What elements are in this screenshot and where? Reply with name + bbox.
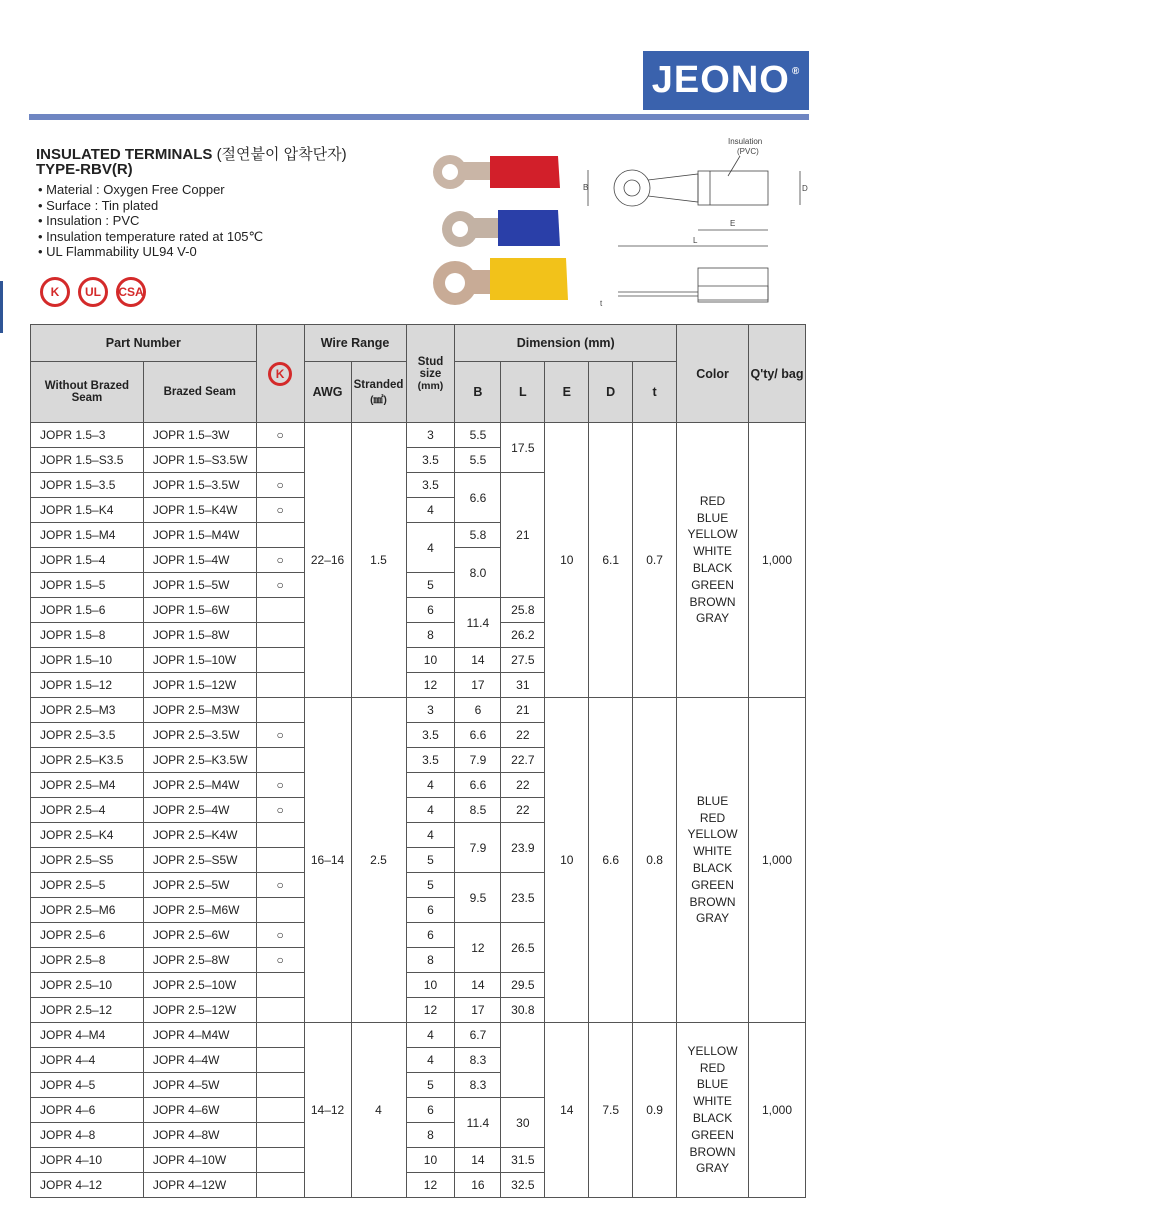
stud-size-cell: 10 (406, 1148, 455, 1173)
dim-d-cell: 6.6 (589, 698, 633, 1023)
color-item: BLUE (696, 1077, 729, 1092)
dim-e-cell: 10 (545, 423, 589, 698)
stud-size-cell: 12 (406, 673, 455, 698)
part-number-cell: JOPR 2.5–8 (31, 948, 144, 973)
color-item: BROWN (689, 1144, 736, 1159)
brazed-part-cell: JOPR 4–12W (143, 1173, 256, 1198)
color-item: WHITE (693, 544, 732, 559)
ul-cert-icon: UL (78, 277, 108, 307)
part-number-cell: JOPR 2.5–12 (31, 998, 144, 1023)
header-dim-e: E (545, 362, 589, 423)
stud-size-cell: 5 (406, 573, 455, 598)
brazed-part-cell: JOPR 4–4W (143, 1048, 256, 1073)
brazed-part-cell: JOPR 1.5–K4W (143, 498, 256, 523)
stud-size-cell: 5 (406, 873, 455, 898)
color-item: RED (699, 1060, 726, 1075)
color-item: RED (699, 493, 726, 508)
stud-size-cell: 8 (406, 948, 455, 973)
k-mark-cell: ○ (256, 573, 304, 598)
blue-terminal-icon (442, 210, 560, 247)
dim-d-cell: 7.5 (589, 1023, 633, 1198)
color-item: YELLOW (687, 827, 738, 842)
dim-b-cell: 6.7 (455, 1023, 501, 1048)
spec-item: • Surface : Tin plated (38, 198, 263, 214)
stud-size-cell: 4 (406, 773, 455, 798)
brazed-part-cell: JOPR 2.5–5W (143, 873, 256, 898)
dim-b-cell: 8.0 (455, 548, 501, 598)
spec-item: • Material : Oxygen Free Copper (38, 182, 263, 198)
brazed-part-cell: JOPR 2.5–S5W (143, 848, 256, 873)
part-number-cell: JOPR 1.5–3.5 (31, 473, 144, 498)
header-dimension: Dimension (mm) (455, 325, 677, 362)
spec-table (30, 324, 806, 1198)
dim-l-cell: 27.5 (501, 648, 545, 673)
part-number-cell: JOPR 2.5–4 (31, 798, 144, 823)
brazed-part-cell: JOPR 2.5–K3.5W (143, 748, 256, 773)
k-mark-cell: ○ (256, 873, 304, 898)
certification-marks (40, 277, 146, 307)
k-mark-cell (256, 523, 304, 548)
header-part-number: Part Number (31, 325, 257, 362)
brazed-part-cell: JOPR 1.5–3W (143, 423, 256, 448)
color-item: GRAY (695, 1161, 730, 1176)
stranded-unit-label: (㎟) (370, 394, 387, 406)
dim-t-cell: 0.9 (633, 1023, 677, 1198)
header-without-brazed: Without Brazed Seam (31, 362, 144, 423)
part-number-cell: JOPR 2.5–3.5 (31, 723, 144, 748)
color-item: YELLOW (687, 1043, 738, 1058)
side-tab-marker (0, 281, 3, 333)
k-mark-cell (256, 823, 304, 848)
part-number-cell: JOPR 1.5–K4 (31, 498, 144, 523)
part-number-cell: JOPR 4–12 (31, 1173, 144, 1198)
header-dim-l: L (501, 362, 545, 423)
stud-size-label: Stud size (417, 355, 444, 380)
dim-b-cell: 14 (455, 648, 501, 673)
part-number-cell: JOPR 2.5–5 (31, 873, 144, 898)
dim-b-cell: 8.3 (455, 1073, 501, 1098)
stranded-cell: 4 (351, 1023, 406, 1198)
dim-l-cell: 31.5 (501, 1148, 545, 1173)
stud-size-cell: 3 (406, 423, 455, 448)
insulation-sub-label: (PVC) (737, 147, 759, 156)
k-mark-cell (256, 998, 304, 1023)
awg-cell: 16–14 (304, 698, 351, 1023)
part-number-cell: JOPR 4–6 (31, 1098, 144, 1123)
part-number-cell: JOPR 4–M4 (31, 1023, 144, 1048)
stud-size-cell: 3.5 (406, 473, 455, 498)
part-number-cell: JOPR 2.5–M6 (31, 898, 144, 923)
dim-l-cell: 22.7 (501, 748, 545, 773)
k-mark-cell (256, 448, 304, 473)
stud-unit-label: (mm) (417, 379, 444, 392)
dim-b-cell: 14 (455, 1148, 501, 1173)
part-number-cell: JOPR 2.5–K3.5 (31, 748, 144, 773)
dim-l-cell: 22 (501, 798, 545, 823)
brazed-part-cell: JOPR 4–M4W (143, 1023, 256, 1048)
k-mark-cell (256, 1173, 304, 1198)
brazed-part-cell: JOPR 1.5–8W (143, 623, 256, 648)
color-item: BLUE (696, 510, 729, 525)
part-number-cell: JOPR 1.5–5 (31, 573, 144, 598)
color-item: GREEN (691, 877, 734, 892)
k-mark-cell: ○ (256, 423, 304, 448)
color-item: GREEN (691, 1127, 734, 1142)
color-item: BLUE (696, 793, 729, 808)
color-item: RED (699, 810, 726, 825)
k-mark-cell (256, 598, 304, 623)
dim-t-cell: 0.7 (633, 423, 677, 698)
dim-d-label: D (802, 184, 808, 193)
part-number-cell: JOPR 1.5–10 (31, 648, 144, 673)
k-mark-cell: ○ (256, 548, 304, 573)
k-mark-cell (256, 748, 304, 773)
header-dim-t: t (633, 362, 677, 423)
dim-b-cell: 6.6 (455, 773, 501, 798)
stud-size-cell: 4 (406, 798, 455, 823)
k-cert-icon: K (268, 362, 292, 386)
dim-b-cell: 6.6 (455, 473, 501, 523)
dim-l-cell: 23.9 (501, 823, 545, 873)
dim-l-cell: 21 (501, 473, 545, 598)
color-item: BLACK (692, 861, 733, 875)
k-mark-cell: ○ (256, 798, 304, 823)
stud-size-cell: 12 (406, 998, 455, 1023)
csa-cert-icon: CSA (116, 277, 146, 307)
awg-cell: 22–16 (304, 423, 351, 698)
color-item: BROWN (689, 894, 736, 909)
dim-l-cell (501, 1023, 545, 1098)
brazed-part-cell: JOPR 2.5–8W (143, 948, 256, 973)
brazed-part-cell: JOPR 1.5–4W (143, 548, 256, 573)
dimension-drawing (580, 136, 810, 316)
stud-size-cell: 3 (406, 698, 455, 723)
stranded-label: Stranded (353, 378, 404, 391)
header-color: Color (677, 325, 749, 423)
k-mark-cell: ○ (256, 948, 304, 973)
brazed-part-cell: JOPR 2.5–6W (143, 923, 256, 948)
stud-size-cell: 10 (406, 973, 455, 998)
header-stranded (351, 362, 406, 423)
dim-l-cell: 30 (501, 1098, 545, 1148)
k-mark-cell: ○ (256, 923, 304, 948)
title-text: INSULATED TERMINALS (36, 146, 213, 163)
dim-b-cell: 11.4 (455, 598, 501, 648)
stud-size-cell: 4 (406, 523, 455, 573)
brazed-part-cell: JOPR 1.5–10W (143, 648, 256, 673)
brazed-part-cell: JOPR 1.5–5W (143, 573, 256, 598)
stud-size-cell: 3.5 (406, 748, 455, 773)
table-row (31, 423, 806, 448)
k-mark-cell (256, 1123, 304, 1148)
qty-cell: 1,000 (749, 698, 806, 1023)
header-wire-range: Wire Range (304, 325, 406, 362)
brazed-part-cell: JOPR 2.5–12W (143, 998, 256, 1023)
dim-l-cell: 21 (501, 698, 545, 723)
part-number-cell: JOPR 2.5–M3 (31, 698, 144, 723)
k-mark-cell (256, 1148, 304, 1173)
brazed-part-cell: JOPR 2.5–M6W (143, 898, 256, 923)
k-mark-cell: ○ (256, 773, 304, 798)
spec-item: • UL Flammability UL94 V-0 (38, 244, 263, 260)
part-number-cell: JOPR 2.5–M4 (31, 773, 144, 798)
dim-l-cell: 31 (501, 673, 545, 698)
color-item: YELLOW (687, 527, 738, 542)
stranded-cell: 2.5 (351, 698, 406, 1023)
stranded-cell: 1.5 (351, 423, 406, 698)
registered-mark: ® (791, 66, 801, 77)
stud-size-cell: 4 (406, 1023, 455, 1048)
header-k-mark (256, 325, 304, 423)
color-item: WHITE (693, 1094, 732, 1109)
part-number-cell: JOPR 1.5–6 (31, 598, 144, 623)
red-terminal-icon (433, 155, 560, 189)
k-cert-icon: K (40, 277, 70, 307)
stud-size-cell: 3.5 (406, 448, 455, 473)
k-mark-cell (256, 898, 304, 923)
part-number-cell: JOPR 1.5–3 (31, 423, 144, 448)
stud-size-cell: 6 (406, 598, 455, 623)
brazed-part-cell: JOPR 4–5W (143, 1073, 256, 1098)
dim-l-label: L (693, 236, 698, 245)
color-item: BLACK (692, 1111, 733, 1125)
brazed-part-cell: JOPR 2.5–M4W (143, 773, 256, 798)
stud-size-cell: 6 (406, 898, 455, 923)
product-type: TYPE-RBV(R) (36, 161, 133, 178)
title-korean: (절연붙이 압착단자) (216, 146, 347, 163)
stud-size-cell: 6 (406, 1098, 455, 1123)
stud-size-cell: 4 (406, 498, 455, 523)
k-mark-cell (256, 673, 304, 698)
stud-size-cell: 6 (406, 923, 455, 948)
product-photo (420, 140, 570, 310)
k-mark-cell (256, 698, 304, 723)
dim-d-cell: 6.1 (589, 423, 633, 698)
color-item: BROWN (689, 594, 736, 609)
part-number-cell: JOPR 2.5–6 (31, 923, 144, 948)
dim-b-cell: 7.9 (455, 748, 501, 773)
insulation-label: Insulation (728, 137, 763, 146)
dim-b-cell: 17 (455, 673, 501, 698)
color-list-cell (677, 698, 749, 1023)
brazed-part-cell: JOPR 4–6W (143, 1098, 256, 1123)
color-item: WHITE (693, 844, 732, 859)
table-row (31, 1023, 806, 1048)
brazed-part-cell: JOPR 1.5–12W (143, 673, 256, 698)
part-number-cell: JOPR 1.5–M4 (31, 523, 144, 548)
stud-size-cell: 8 (406, 1123, 455, 1148)
part-number-cell: JOPR 2.5–10 (31, 973, 144, 998)
brazed-part-cell: JOPR 4–10W (143, 1148, 256, 1173)
dim-b-cell: 16 (455, 1173, 501, 1198)
stud-size-cell: 4 (406, 1048, 455, 1073)
dim-b-cell: 11.4 (455, 1098, 501, 1148)
stud-size-cell: 4 (406, 823, 455, 848)
qty-cell: 1,000 (749, 1023, 806, 1198)
table-row (31, 698, 806, 723)
part-number-cell: JOPR 4–4 (31, 1048, 144, 1073)
dim-b-cell: 14 (455, 973, 501, 998)
dim-t-cell: 0.8 (633, 698, 677, 1023)
brand-name: JEONO (651, 59, 790, 101)
k-mark-cell: ○ (256, 723, 304, 748)
dim-b-cell: 5.8 (455, 523, 501, 548)
k-mark-cell (256, 1023, 304, 1048)
color-item: GRAY (695, 911, 730, 926)
brazed-part-cell: JOPR 1.5–6W (143, 598, 256, 623)
brazed-part-cell: JOPR 2.5–K4W (143, 823, 256, 848)
brazed-part-cell: JOPR 1.5–S3.5W (143, 448, 256, 473)
dim-b-cell: 12 (455, 923, 501, 973)
part-number-cell: JOPR 1.5–12 (31, 673, 144, 698)
part-number-cell: JOPR 1.5–4 (31, 548, 144, 573)
spec-item: • Insulation : PVC (38, 213, 263, 229)
dim-b-cell: 8.5 (455, 798, 501, 823)
dim-b-label: B (583, 183, 589, 192)
k-mark-cell (256, 1098, 304, 1123)
k-mark-cell (256, 623, 304, 648)
k-mark-cell (256, 973, 304, 998)
k-mark-cell (256, 648, 304, 673)
dim-l-cell: 32.5 (501, 1173, 545, 1198)
part-number-cell: JOPR 4–10 (31, 1148, 144, 1173)
dim-b-cell: 17 (455, 998, 501, 1023)
header-qty: Q'ty/ bag (749, 325, 806, 423)
header-stud-size (406, 325, 455, 423)
part-number-cell: JOPR 4–5 (31, 1073, 144, 1098)
brazed-part-cell: JOPR 4–8W (143, 1123, 256, 1148)
color-item: GREEN (691, 577, 734, 592)
stud-size-cell: 5 (406, 1073, 455, 1098)
dim-l-cell: 22 (501, 723, 545, 748)
stud-size-cell: 8 (406, 623, 455, 648)
yellow-terminal-icon (433, 258, 568, 305)
brazed-part-cell: JOPR 2.5–M3W (143, 698, 256, 723)
part-number-cell: JOPR 1.5–8 (31, 623, 144, 648)
color-list-cell (677, 1023, 749, 1198)
brazed-part-cell: JOPR 2.5–10W (143, 973, 256, 998)
part-number-cell: JOPR 2.5–K4 (31, 823, 144, 848)
stud-size-cell: 10 (406, 648, 455, 673)
dim-l-cell: 29.5 (501, 973, 545, 998)
dim-t-label: t (600, 299, 603, 308)
dim-b-cell: 9.5 (455, 873, 501, 923)
dim-b-cell: 5.5 (455, 423, 501, 448)
k-mark-cell: ○ (256, 473, 304, 498)
header-awg: AWG (304, 362, 351, 423)
brazed-part-cell: JOPR 2.5–3.5W (143, 723, 256, 748)
brazed-part-cell: JOPR 2.5–4W (143, 798, 256, 823)
k-mark-cell: ○ (256, 498, 304, 523)
dim-l-cell: 25.8 (501, 598, 545, 623)
color-item: GRAY (695, 611, 730, 626)
dim-l-cell: 17.5 (501, 423, 545, 473)
part-number-cell: JOPR 2.5–S5 (31, 848, 144, 873)
awg-cell: 14–12 (304, 1023, 351, 1198)
dim-l-cell: 30.8 (501, 998, 545, 1023)
stud-size-cell: 5 (406, 848, 455, 873)
dim-l-cell: 23.5 (501, 873, 545, 923)
stud-size-cell: 3.5 (406, 723, 455, 748)
dim-l-cell: 26.2 (501, 623, 545, 648)
color-list-cell (677, 423, 749, 698)
color-item: BLACK (692, 561, 733, 575)
dim-e-label: E (730, 219, 736, 228)
header-dim-b: B (455, 362, 501, 423)
k-mark-cell (256, 848, 304, 873)
spec-list (38, 182, 263, 260)
header-brazed-seam: Brazed Seam (143, 362, 256, 423)
k-mark-cell (256, 1048, 304, 1073)
stud-size-cell: 12 (406, 1173, 455, 1198)
dim-b-cell: 8.3 (455, 1048, 501, 1073)
header-dim-d: D (589, 362, 633, 423)
k-mark-cell (256, 1073, 304, 1098)
dim-b-cell: 7.9 (455, 823, 501, 873)
brand-logo (643, 51, 809, 110)
brazed-part-cell: JOPR 1.5–M4W (143, 523, 256, 548)
header-rule (29, 114, 809, 120)
qty-cell: 1,000 (749, 423, 806, 698)
brazed-part-cell: JOPR 1.5–3.5W (143, 473, 256, 498)
dim-b-cell: 6 (455, 698, 501, 723)
dim-b-cell: 5.5 (455, 448, 501, 473)
dim-b-cell: 6.6 (455, 723, 501, 748)
dim-e-cell: 10 (545, 698, 589, 1023)
part-number-cell: JOPR 1.5–S3.5 (31, 448, 144, 473)
dim-l-cell: 22 (501, 773, 545, 798)
dim-e-cell: 14 (545, 1023, 589, 1198)
table-body (31, 423, 806, 1198)
dim-l-cell: 26.5 (501, 923, 545, 973)
part-number-cell: JOPR 4–8 (31, 1123, 144, 1148)
spec-item: • Insulation temperature rated at 105℃ (38, 229, 263, 245)
